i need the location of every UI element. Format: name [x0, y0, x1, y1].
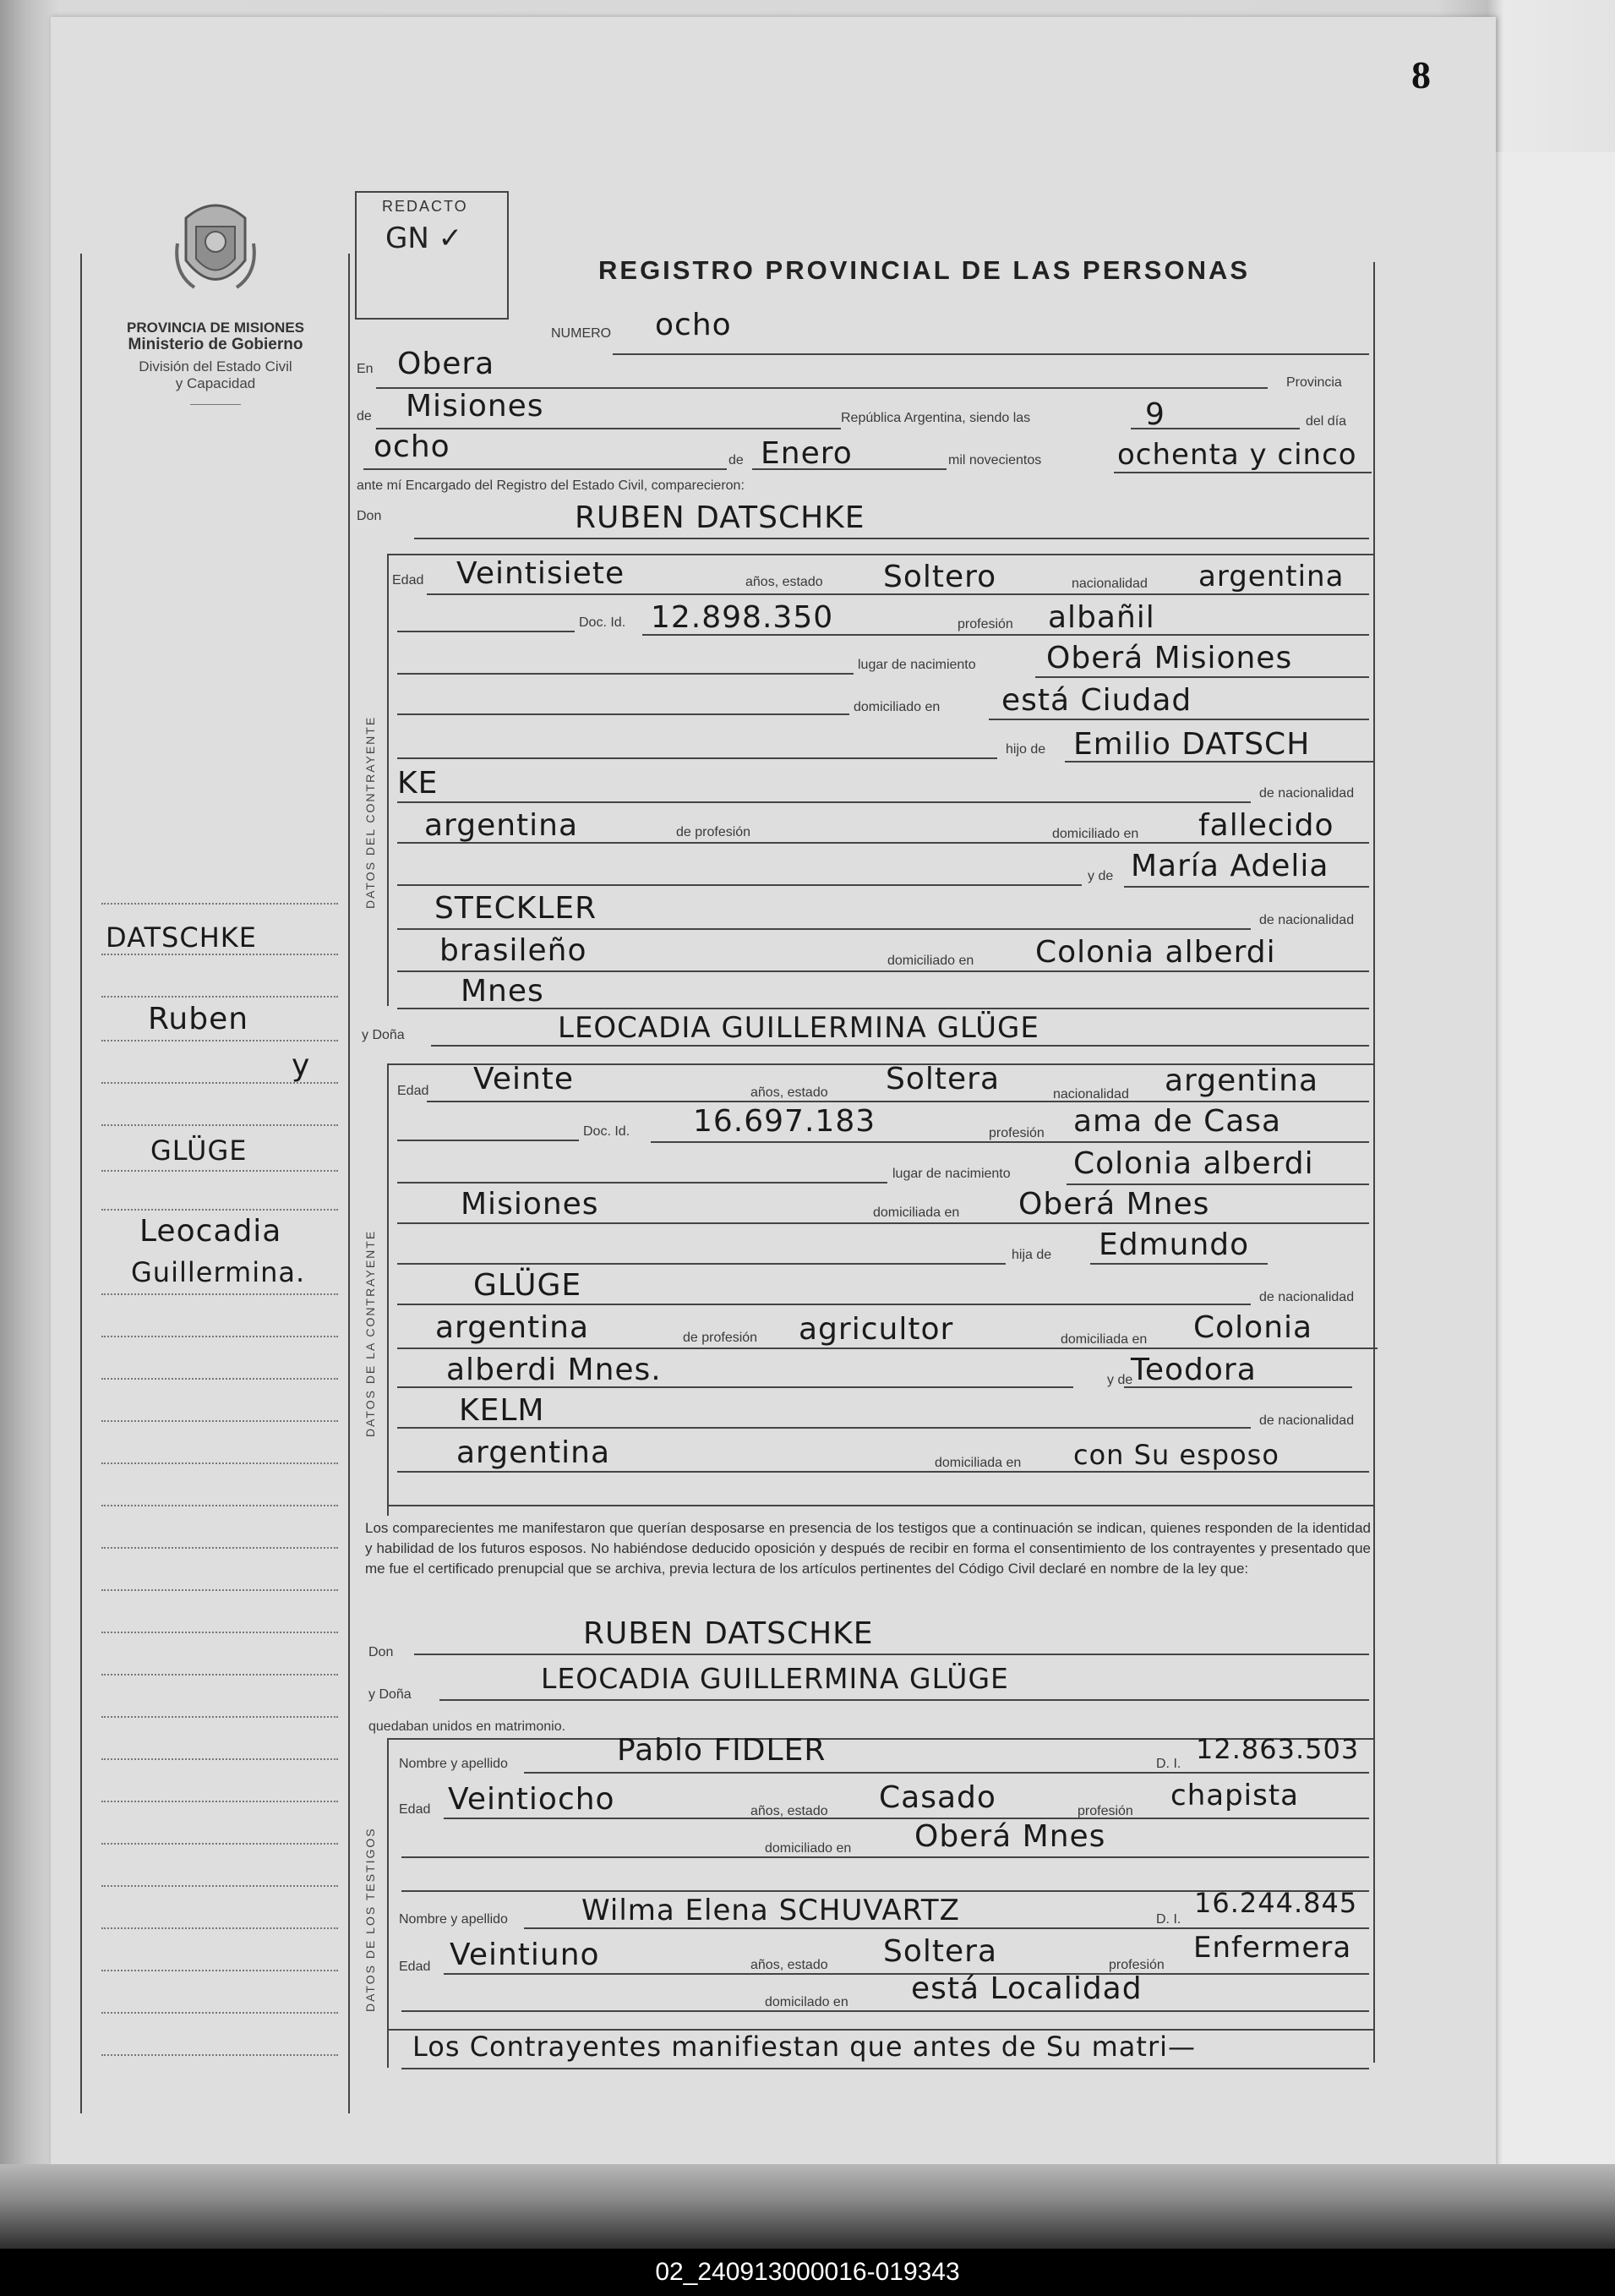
- margin-name-bride-first: Leocadia: [139, 1214, 282, 1249]
- rule: [427, 593, 1369, 595]
- field-c1-madre-nac: brasileño: [439, 933, 587, 968]
- issuing-office: [89, 320, 342, 405]
- rule: [444, 1973, 1369, 1975]
- field-c2-padre-a: Edmundo: [1099, 1227, 1250, 1262]
- org-province: PROVINCIA DE MISIONES: [126, 320, 304, 336]
- margin-dots: [101, 1505, 338, 1506]
- field-c1-domicilio: está Ciudad: [1001, 683, 1192, 718]
- org-ministry: Ministerio de Gobierno: [128, 336, 303, 353]
- rule: [613, 353, 1369, 355]
- margin-dots: [101, 1885, 338, 1887]
- rule: [401, 1856, 1369, 1858]
- field-c1-padre-dom: fallecido: [1198, 808, 1334, 843]
- margin-dots: [101, 2012, 338, 2014]
- margin-conjunction: y: [292, 1048, 311, 1083]
- field-c2-padre-prof: agricultor: [799, 1312, 954, 1347]
- field-c2-padre-nac: argentina: [435, 1310, 590, 1345]
- field-c1-madre-dom-b: Mnes: [461, 974, 544, 1009]
- label-t1-edad: Edad: [399, 1802, 431, 1817]
- rule: [401, 2010, 1369, 2012]
- rule: [397, 631, 575, 632]
- field-dia: ocho: [374, 429, 450, 464]
- page-number: 8: [1411, 53, 1431, 96]
- label-t2-edad: Edad: [399, 1960, 431, 1974]
- field-c2-lugar-nac-b: Misiones: [461, 1187, 599, 1222]
- rule: [397, 1386, 1073, 1388]
- label-c2-madre-dom: domiciliada en: [935, 1456, 1022, 1470]
- label-de: de: [357, 409, 372, 424]
- field-c1-profesion: albañil: [1048, 600, 1155, 635]
- margin-dots: [101, 1674, 338, 1676]
- rule: [1035, 676, 1369, 678]
- field-c2-madre-nac: argentina: [456, 1435, 611, 1470]
- field-c2-padre-b: GLÜGE: [473, 1268, 582, 1303]
- field-dona: LEOCADIA GUILLERMINA GLÜGE: [558, 1011, 1039, 1045]
- stamp-initials: GN ✓: [385, 221, 463, 255]
- label-t2-anos-estado: años, estado: [750, 1958, 828, 1972]
- field-t1-estado: Casado: [879, 1780, 996, 1815]
- label-c2-hija-de: hija de: [1012, 1248, 1052, 1262]
- rule: [1065, 761, 1373, 763]
- margin-dots: [101, 1589, 338, 1591]
- field-c1-estado: Soltero: [883, 560, 997, 594]
- margin-rule-right: [348, 254, 350, 2113]
- margin-dots: [101, 954, 338, 955]
- block-rule: [387, 1063, 389, 1516]
- rule: [1090, 1263, 1268, 1265]
- label-c1-padre-dom: domiciliado en: [1052, 827, 1139, 841]
- rule: [397, 1304, 1251, 1305]
- label-c2-madre-de-nac: de nacionalidad: [1259, 1413, 1355, 1428]
- margin-dots: [101, 1716, 338, 1718]
- side-label-contrayente: DATOS DEL CONTRAYENTE: [363, 715, 377, 909]
- margin-dots: [101, 1547, 338, 1549]
- label-c1-madre-de-nac: de nacionalidad: [1259, 913, 1355, 927]
- label-c2-y-de: y de: [1107, 1373, 1133, 1387]
- rule: [397, 970, 1369, 972]
- scan-id: 02_240913000016-019343: [655, 2258, 960, 2286]
- label-t1-profesion: profesión: [1078, 1804, 1133, 1818]
- block-rule: [387, 554, 389, 1006]
- label-c1-y-de: y de: [1088, 869, 1114, 883]
- side-label-contrayente-f: DATOS DE LA CONTRAYENTE: [363, 1229, 377, 1437]
- rule: [1067, 1184, 1369, 1185]
- margin-dots: [101, 1082, 338, 1084]
- margin-dots: [101, 1170, 338, 1172]
- label-t2-domicilio: domicilado en: [765, 1995, 848, 2009]
- field-numero: ocho: [655, 308, 732, 342]
- field-c2-lugar-nac: Colonia alberdi: [1073, 1146, 1314, 1181]
- rule: [397, 713, 849, 715]
- rule: [431, 1045, 1369, 1047]
- margin-dots: [101, 2054, 338, 2056]
- field-c1-nacionalidad: argentina: [1198, 560, 1345, 593]
- margin-surname-bride: GLÜGE: [150, 1134, 248, 1167]
- rule: [427, 1101, 1369, 1102]
- field-t1-di: 12.863.503: [1196, 1733, 1360, 1765]
- field-don: RUBEN DATSCHKE: [575, 500, 865, 535]
- label-comparecieron: ante mí Encargado del Registro del Estado Civil, comparecieron:: [357, 478, 745, 493]
- margin-dots: [101, 1632, 338, 1633]
- field-t2-estado: Soltera: [883, 1934, 998, 1969]
- label-mil-novecientos: mil novecientos: [948, 453, 1042, 467]
- rule: [387, 554, 1373, 555]
- field-c2-doc: 16.697.183: [693, 1104, 876, 1139]
- label-c2-padre-dom: domiciliada en: [1061, 1332, 1148, 1347]
- label-c1-domicilio: domiciliado en: [854, 700, 941, 714]
- field-t2-profesion: Enfermera: [1193, 1931, 1352, 1965]
- field-c2-padre-dom-a: Colonia: [1193, 1310, 1313, 1345]
- field-t1-profesion: chapista: [1170, 1779, 1299, 1812]
- rule: [1124, 886, 1369, 888]
- field-c1-padre-nac: argentina: [424, 808, 579, 843]
- org-capacity: y Capacidad: [175, 375, 256, 391]
- label-c2-domicilio: domiciliada en: [873, 1205, 960, 1220]
- margin-name-bride-second: Guillermina.: [131, 1256, 306, 1288]
- field-c2-madre-a: Teodora: [1131, 1353, 1257, 1387]
- label-t1-anos-estado: años, estado: [750, 1804, 828, 1818]
- org-division: División del Estado Civil: [139, 358, 292, 374]
- rule: [752, 468, 947, 470]
- field-t2-nombre: Wilma Elena SCHUVARTZ: [581, 1894, 960, 1927]
- label-republica: República Argentina, siendo las: [841, 411, 1031, 425]
- coat-of-arms-icon: [169, 193, 262, 303]
- field-decl-dona: LEOCADIA GUILLERMINA GLÜGE: [541, 1662, 1009, 1695]
- field-c1-doc: 12.898.350: [651, 600, 834, 635]
- label-don: Don: [357, 509, 382, 523]
- margin-dots: [101, 1420, 338, 1422]
- field-c2-madre-dom: con Su esposo: [1073, 1439, 1279, 1471]
- field-c1-edad: Veintisiete: [456, 556, 625, 591]
- margin-dots: [101, 1970, 338, 1971]
- block-rule: [387, 1738, 389, 2068]
- label-t1-di: D. I.: [1156, 1757, 1181, 1771]
- margin-dots: [101, 1462, 338, 1464]
- margin-surname-groom: DATSCHKE: [106, 921, 257, 954]
- label-quedaban: quedaban unidos en matrimonio.: [368, 1719, 566, 1734]
- field-c1-madre-dom-a: Colonia alberdi: [1035, 935, 1276, 970]
- rule: [397, 1427, 1251, 1429]
- rule: [524, 1772, 1369, 1774]
- rule: [401, 2068, 1369, 2069]
- field-t2-domicilio: está Localidad: [911, 1971, 1143, 2006]
- margin-name-groom: Ruben: [148, 1002, 249, 1036]
- rule: [397, 1263, 1006, 1265]
- rule: [414, 1654, 1369, 1655]
- field-t2-edad: Veintiuno: [450, 1938, 600, 1972]
- rule: [524, 1927, 1369, 1929]
- redacto-stamp: [355, 191, 509, 320]
- rule: [397, 1348, 1378, 1349]
- label-t2-nombre: Nombre y apellido: [399, 1912, 508, 1927]
- field-footer-note: Los Contrayentes manifiestan que antes de Su matri—: [412, 2031, 1196, 2063]
- rule: [1131, 428, 1300, 429]
- field-de: Misiones: [406, 389, 544, 424]
- rule: [397, 928, 1251, 930]
- label-c1-madre-dom: domiciliado en: [887, 954, 974, 968]
- field-c1-madre-a: María Adelia: [1131, 849, 1329, 883]
- field-c1-padre-a: Emilio DATSCH: [1073, 727, 1311, 762]
- rule: [444, 1818, 1369, 1819]
- margin-dots: [101, 1801, 338, 1802]
- field-c2-domicilio: Oberá Mnes: [1018, 1187, 1210, 1222]
- margin-dots: [101, 1040, 338, 1041]
- field-anio: ochenta y cinco: [1117, 438, 1357, 472]
- margin-dots: [101, 1378, 338, 1380]
- field-c2-madre-b: KELM: [459, 1393, 545, 1428]
- rule: [397, 757, 997, 759]
- side-label-testigos: DATOS DE LOS TESTIGOS: [363, 1827, 377, 2012]
- field-decl-don: RUBEN DATSCHKE: [583, 1616, 874, 1651]
- rule: [397, 801, 1251, 803]
- field-c1-madre-b: STECKLER: [434, 891, 597, 926]
- field-t1-domicilio: Oberá Mnes: [914, 1819, 1106, 1854]
- rule: [439, 1699, 1369, 1701]
- field-c2-estado: Soltera: [886, 1062, 1001, 1096]
- scan-bottom-shadow: [0, 2164, 1615, 2249]
- label-del-dia: del día: [1306, 414, 1347, 429]
- field-c2-profesion: ama de Casa: [1073, 1104, 1282, 1139]
- margin-dots: [101, 996, 338, 998]
- rule: [1114, 472, 1372, 473]
- field-en: Obera: [397, 347, 495, 381]
- margin-dots: [101, 903, 338, 905]
- field-c2-nacionalidad: argentina: [1165, 1063, 1319, 1098]
- label-numero: NUMERO: [551, 326, 612, 341]
- rule: [989, 719, 1369, 720]
- margin-dots: [101, 1293, 338, 1295]
- label-c1-hijo-de: hijo de: [1006, 742, 1046, 757]
- rule: [387, 1505, 1373, 1506]
- rule: [397, 1471, 1369, 1473]
- rule: [651, 1141, 1369, 1143]
- label-c1-de-profesion: de profesión: [676, 825, 751, 839]
- label-c1-profesion: profesión: [958, 617, 1013, 631]
- register-title: REGISTRO PROVINCIAL DE LAS PERSONAS: [598, 255, 1251, 285]
- label-c1-de-nacionalidad: de nacionalidad: [1259, 786, 1355, 801]
- label-c1-nacionalidad: nacionalidad: [1072, 577, 1148, 591]
- rule: [397, 673, 854, 675]
- rule: [1124, 1386, 1352, 1388]
- rule: [642, 634, 1369, 636]
- label-de-mes: de: [728, 453, 744, 467]
- margin-dots: [101, 1124, 338, 1126]
- stamp-label: REDACTO: [382, 198, 468, 215]
- label-c2-de-profesion: de profesión: [683, 1331, 758, 1345]
- field-t1-edad: Veintiocho: [448, 1782, 615, 1817]
- field-siendo-las: 9: [1145, 397, 1165, 432]
- margin-dots: [101, 1927, 338, 1929]
- label-t2-profesion: profesión: [1109, 1958, 1165, 1972]
- label-c1-edad: Edad: [392, 573, 424, 588]
- field-t1-nombre: Pablo FIDLER: [617, 1733, 827, 1768]
- field-t2-di: 16.244.845: [1194, 1887, 1358, 1919]
- label-t2-di: D. I.: [1156, 1912, 1181, 1927]
- label-c2-anos-estado: años, estado: [750, 1085, 828, 1100]
- rule: [397, 1008, 1369, 1009]
- rule: [414, 538, 1369, 539]
- margin-dots: [101, 1843, 338, 1845]
- field-c2-padre-dom-b: alberdi Mnes.: [446, 1353, 662, 1387]
- label-c2-lugar-nac: lugar de nacimiento: [892, 1167, 1011, 1181]
- rule: [397, 884, 1082, 886]
- margin-rule-left: [80, 254, 82, 2113]
- rule: [397, 1140, 579, 1141]
- rule: [397, 1182, 887, 1184]
- label-c2-de-nacionalidad: de nacionalidad: [1259, 1290, 1355, 1304]
- rule: [363, 468, 727, 470]
- margin-dots: [101, 1758, 338, 1760]
- form-rule-right: [1373, 262, 1375, 2063]
- label-en: En: [357, 362, 374, 376]
- label-c2-doc: Doc. Id.: [583, 1124, 630, 1139]
- label-t1-domicilio: domiciliado en: [765, 1841, 852, 1856]
- label-t1-nombre: Nombre y apellido: [399, 1757, 508, 1771]
- label-y-dona: y Doña: [362, 1028, 405, 1042]
- label-decl-dona: y Doña: [368, 1687, 412, 1702]
- scan-caption-bar: [0, 2249, 1615, 2296]
- next-page-edge: [1487, 152, 1615, 2198]
- label-c2-edad: Edad: [397, 1084, 429, 1098]
- margin-dots: [101, 1209, 338, 1211]
- label-c2-profesion: profesión: [989, 1126, 1045, 1140]
- label-c1-doc: Doc. Id.: [579, 615, 626, 630]
- label-c1-anos-estado: años, estado: [745, 575, 823, 589]
- label-decl-don: Don: [368, 1645, 394, 1659]
- label-provincia: Provincia: [1286, 375, 1342, 390]
- margin-dots: [101, 1336, 338, 1337]
- legal-declaration: Los comparecientes me manifestaron que querían desposarse en presencia de los testigos que a continuación se indican, quienes responden de la identidad y habilidad de los futuros esposos. No habiéndose deducido oposición y después de recibir en forma el consentimiento de los contrayentes y presentado que me fue el certificado prenupcial que se archiva, previa lectura de los artículos pertinentes del Código Civil declaré en nombre de la ley que:: [365, 1520, 1371, 1577]
- field-c1-padre-b: KE: [397, 766, 439, 801]
- field-c2-edad: Veinte: [473, 1062, 575, 1096]
- field-c1-lugar-nac: Oberá Misiones: [1046, 641, 1293, 675]
- label-c2-nacionalidad: nacionalidad: [1053, 1087, 1129, 1102]
- field-mes: Enero: [761, 436, 853, 471]
- rule: [397, 1222, 1369, 1224]
- label-c1-lugar-nac: lugar de nacimiento: [858, 658, 976, 672]
